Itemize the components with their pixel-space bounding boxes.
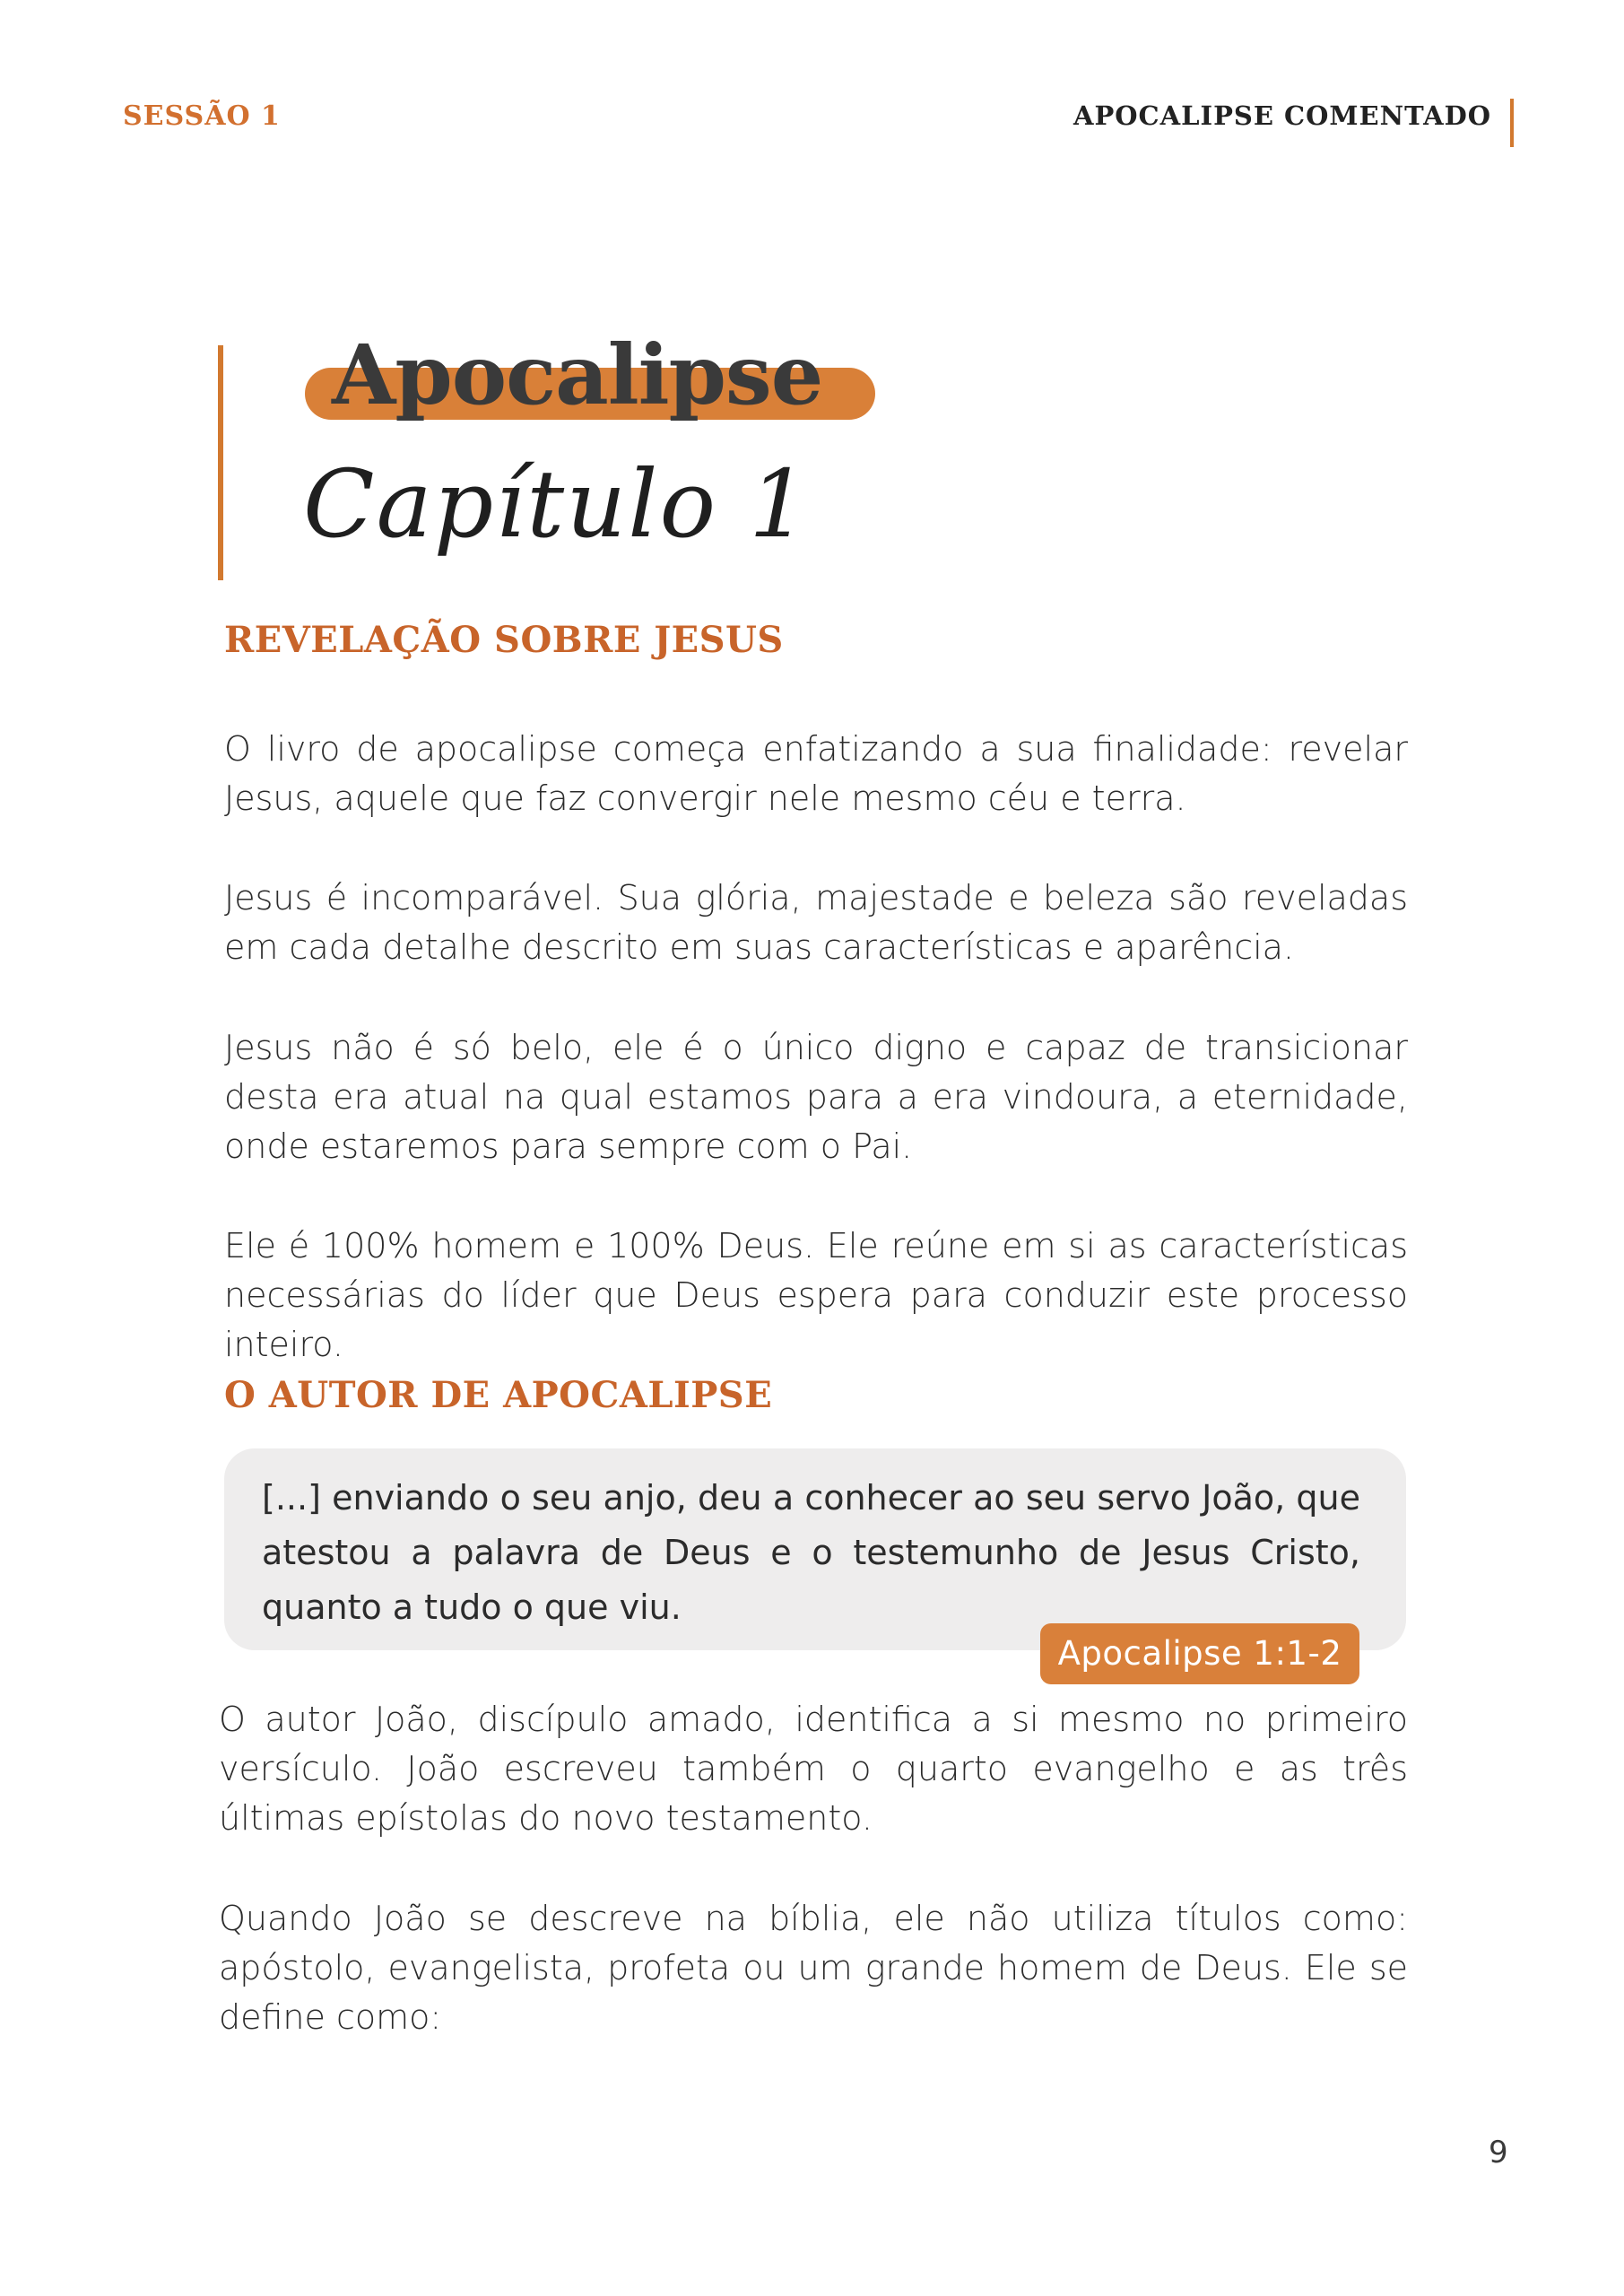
session-label: SESSÃO 1 <box>123 100 281 132</box>
section-heading-author: O AUTOR DE APOCALIPSE <box>224 1374 773 1416</box>
paragraph: O autor João, discípulo amado, identifica a si mesmo no primeiro versículo. João escreveu também o quarto evangelho e as três últimas epístolas do novo testamento. <box>219 1700 1408 1838</box>
title-accent-bar <box>218 345 223 580</box>
book-title: APOCALIPSE COMENTADO <box>1073 100 1491 131</box>
page-number: 9 <box>1489 2135 1508 2170</box>
paragraph: Jesus não é só belo, ele é o único digno e capaz de transicionar desta era atual na qual estamos para a era vindoura, a eternidade, onde estaremos para sempre com o Pai. <box>224 1028 1408 1166</box>
paragraph: O livro de apocalipse começa enfatizando a sua finalidade: revelar Jesus, aquele que faz convergir nele mesmo céu e terra. <box>224 729 1408 818</box>
chapter-subtitle: Capítulo 1 <box>303 449 811 559</box>
paragraph: Jesus é incomparável. Sua glória, majestade e beleza são reveladas em cada detalhe descrito em suas características e aparência. <box>224 878 1408 967</box>
quote-text: [...] enviando o seu anjo, deu a conhecer ao seu servo João, que atestou a palavra de Deus e o testemunho de Jesus Cristo, quanto a tudo o que viu. <box>262 1478 1360 1627</box>
paragraph: Quando João se descreve na bíblia, ele não utiliza títulos como: apóstolo, evangelista, profeta ou um grande homem de Deus. Ele se define como: <box>219 1899 1408 2037</box>
chapter-title: Apocalipse <box>332 326 823 423</box>
header-accent-bar <box>1510 99 1514 147</box>
section-heading-revelation: REVELAÇÃO SOBRE JESUS <box>224 619 784 661</box>
paragraph: Ele é 100% homem e 100% Deus. Ele reúne em si as características necessárias do líder que Deus espera para conduzir este processo inteiro. <box>224 1226 1408 1364</box>
quote-reference-badge: Apocalipse 1:1-2 <box>1040 1623 1359 1684</box>
